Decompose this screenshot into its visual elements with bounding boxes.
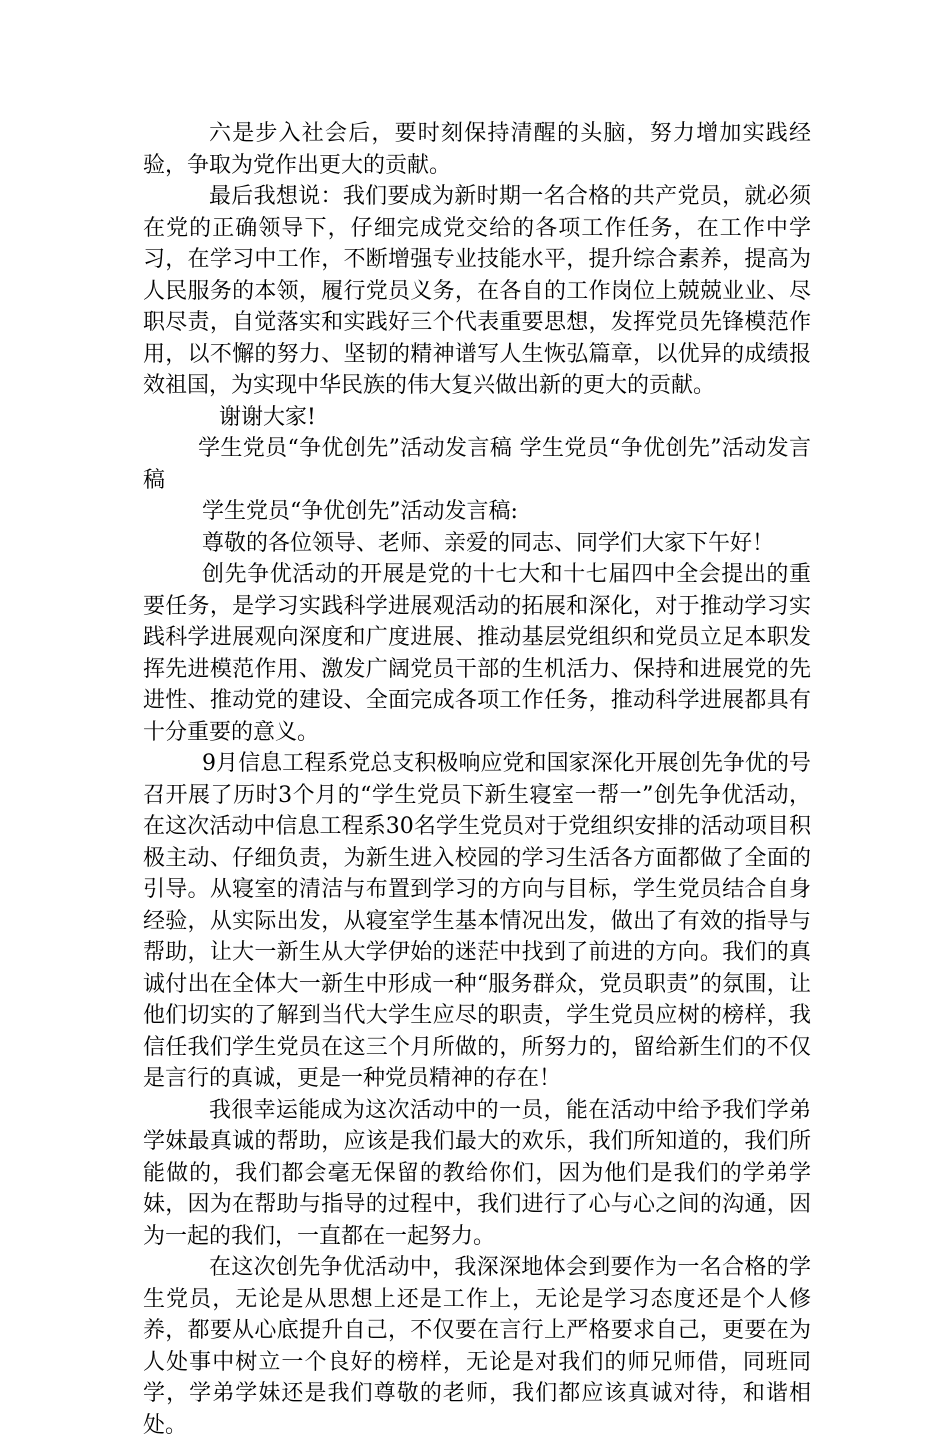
paragraph-speech-heading: 学生党员“争优创先”活动发言稿 学生党员“争优创先”活动发言稿 (143, 436, 811, 493)
paragraph-speech-subtitle: 学生党员“争优创先”活动发言稿: (202, 499, 518, 524)
paragraph-reflection: 在这次创先争优活动中，我深深地体会到要作为一名合格的学生党员，无论是从思想上还是工作上，无论是学习态度还是个人修养，都要从心底提升自己，不仅要在言行上严格要求自己，更要在为人处事中树立一个良好的榜样，无论是对我们的师兄师借，同班同学，学弟学妹还是我们尊敬的老师，我们都应该真诚对待，和谐相处。 (143, 1255, 811, 1438)
paragraph-practice-experience: 六是步入社会后，要时刻保持清醒的头脑，努力增加实践经验，争取为党作出更大的贡献。 (143, 121, 811, 178)
paragraph-activity-significance: 创先争优活动的开展是党的十七大和十七届四中全会提出的重要任务，是学习实践科学进展观活动的拓展和深化，对于推动学习实践科学进展观向深度和广度进展、推动基层党组织和党员立足本职发挥先进模范作用、激发广阔党员干部的生机活力、保持和进展党的先进性、推动党的建设、全面完成各项工作任务，推动科学进展都具有十分重要的意义。 (143, 562, 811, 745)
paragraph-thanks: 谢谢大家! (219, 404, 316, 430)
paragraph-september-activity: 9月信息工程系党总支积极响应党和国家深化开展创先争优的号召开展了历时3个月的“学生党员下新生寝室一帮一”创先争优活动，在这次活动中信息工程系30名学生党员对于党组织安排的活动项目积极主动、仔细负责，为新生进入校园的学习生活各方面都做了全面的引导。从寝室的清洁与布置到学习的方向与目标，学生党员结合自身经验，从实际出发，从寝室学生基本情况出发，做出了有效的指导与帮助，让大一新生从大学伊始的迷茫中找到了前进的方向。我们的真诚付出在全体大一新生中形成一种“服务群众，党员职责”的氛围，让他们切实的了解到当代大学生应尽的职责，学生党员应树的榜样，我信任我们学生党员在这三个月所做的，所努力的，留给新生们的不仅是言行的真诚，更是一种党员精神的存在！ (143, 751, 811, 1091)
paragraph-closing-remarks: 最后我想说：我们要成为新时期一名合格的共产党员，就必须在党的正确领导下，仔细完成党交给的各项工作任务，在工作中学习，在学习中工作，不断增强专业技能水平，提升综合素养，提高为人民服务的本领，履行党员义务，在各自的工作岗位上兢兢业业、尽职尽责，自觉落实和实践好三个代表重要思想，发挥党员先锋模范作用，以不懈的努力、坚韧的精神谱写人生恢弘篇章，以优异的成绩报效祖国，为实现中华民族的伟大复兴做出新的更大的贡献。 (143, 184, 811, 398)
paragraph-personal-experience: 我很幸运能成为这次活动中的一员，能在活动中给予我们学弟学妹最真诚的帮助，应该是我们最大的欢乐，我们所知道的，我们所能做的，我们都会毫无保留的教给你们，因为他们是我们的学弟学妹，因为在帮助与指导的过程中，我们进行了心与心之间的沟通，因为一起的我们，一直都在一起努力。 (143, 1097, 811, 1249)
paragraph-greeting: 尊敬的各位领导、老师、亲爱的同志、同学们大家下午好！ (202, 530, 775, 556)
document-page (143, 118, 811, 1441)
